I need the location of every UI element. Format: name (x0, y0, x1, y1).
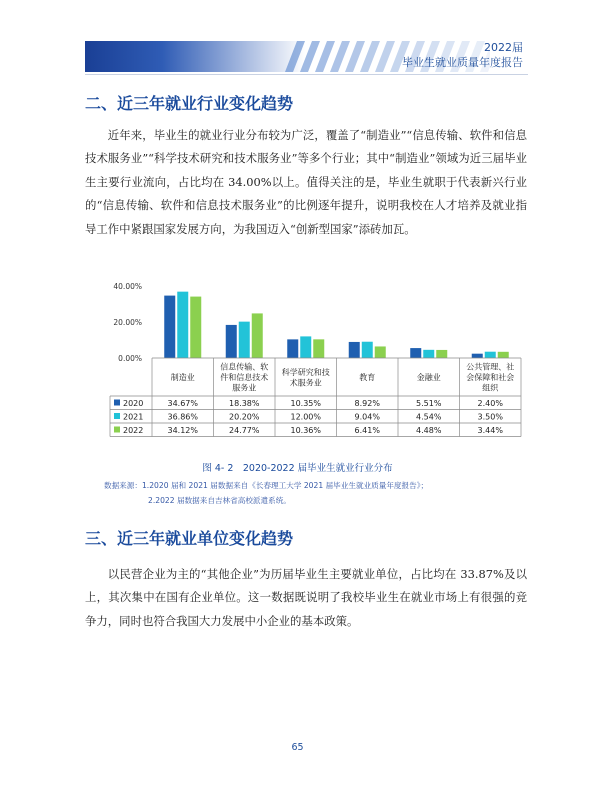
data-label: 20.20% (228, 412, 260, 422)
legend-label-2020: 2020 (123, 398, 144, 408)
category-label: 制造业 (170, 373, 195, 382)
y-tick-label: 0.00% (118, 354, 142, 363)
industry-chart-svg (106, 280, 526, 445)
category-label: 科学研究和技术服务业 (281, 367, 330, 388)
bar-2022 (436, 350, 447, 358)
legend-label-2022: 2022 (123, 425, 144, 435)
header-subtitle: 毕业生就业质量年度报告 (402, 56, 523, 69)
category-label: 信息传输、软件和信息技术服务业 (220, 362, 269, 393)
data-label: 34.67% (167, 398, 199, 408)
y-tick-label: 40.00% (113, 282, 142, 291)
legend-key-2021 (114, 413, 120, 419)
data-label: 2.40% (477, 398, 503, 408)
data-label: 34.12% (167, 425, 199, 435)
bar-2020 (349, 342, 360, 358)
bar-2021 (177, 292, 188, 358)
figure-caption: 图 4- 2 2020-2022 届毕业生就业行业分布 (202, 463, 393, 474)
data-label: 18.38% (228, 398, 260, 408)
data-label: 10.36% (290, 425, 322, 435)
bar-2020 (164, 296, 175, 358)
data-label: 9.04% (354, 412, 380, 422)
data-label: 24.77% (228, 425, 260, 435)
paragraph-employer: 以民营企业为主的“其他企业”为历届毕业生主要就业单位，占比均在 33.87%及以上，其次集中在国有企业单位。这一数据既说明了我校毕业生在就业市场上有很强的竞争力，同时也符合我国大力发展中小企业的基本政策。 (85, 567, 527, 628)
industry-chart (106, 280, 526, 445)
data-label: 8.92% (354, 398, 380, 408)
bar-2020 (287, 339, 298, 358)
bar-2021 (300, 336, 311, 358)
section-title-industry: 二、近三年就业行业变化趋势 (85, 94, 294, 113)
header-year: 2022届 (484, 41, 523, 54)
y-tick-label: 20.00% (113, 318, 142, 327)
page-number: 65 (291, 742, 304, 753)
category-label: 金融业 (416, 373, 441, 382)
data-label: 10.35% (290, 398, 322, 408)
data-label: 4.48% (416, 425, 442, 435)
bar-2022 (252, 313, 263, 358)
bar-2020 (226, 325, 237, 358)
bar-2022 (190, 297, 201, 358)
data-label: 5.51% (416, 398, 442, 408)
header-title (402, 40, 523, 70)
data-label: 6.41% (354, 425, 380, 435)
source-line-1: 数据来源：1.2020 届和 2021 届数据来自《长春理工大学 2021 届毕业生就业质量年度报告》； (104, 481, 429, 490)
category-label: 公共管理、社会保障和社会组织 (466, 362, 515, 393)
legend-label-2021: 2021 (123, 412, 144, 422)
bar-2021 (362, 342, 373, 358)
figure-source (104, 479, 428, 508)
legend-key-2020 (114, 400, 120, 406)
bar-2021 (423, 350, 434, 358)
bar-2022 (313, 339, 324, 358)
bar-2020 (472, 354, 483, 358)
category-label: 教育 (359, 373, 376, 382)
legend-key-2022 (114, 427, 120, 433)
header-divider (85, 74, 528, 75)
data-label: 3.44% (477, 425, 503, 435)
data-label: 12.00% (290, 412, 322, 422)
data-label: 36.86% (167, 412, 199, 422)
paragraph-industry: 近年来，毕业生的就业行业分布较为广泛，覆盖了“制造业”“信息传输、软件和信息技术服务业”“科学技术研究和技术服务业”等多个行业；其中“制造业”领域为近三届毕业生主要行业流向，占比均在 34.00%以上。值得关注的是，毕业生就职于代表新兴行业的“信息传输、软件和信息技术服务业”的比例逐年提升，说明我校在人才培养及就业指导工作中紧跟国家发展方向，为我国迈入“创新型国家”添砖加瓦。 (85, 128, 527, 236)
bar-2022 (498, 352, 509, 358)
bar-2021 (485, 352, 496, 358)
source-line-2: 2.2022 届数据来自吉林省高校派遣系统。 (148, 495, 291, 505)
bar-2020 (410, 348, 421, 358)
data-label: 3.50% (477, 412, 503, 422)
bar-2022 (375, 346, 386, 358)
data-label: 4.54% (416, 412, 442, 422)
section-title-employer: 三、近三年就业单位变化趋势 (85, 529, 294, 548)
bar-2021 (239, 322, 250, 358)
